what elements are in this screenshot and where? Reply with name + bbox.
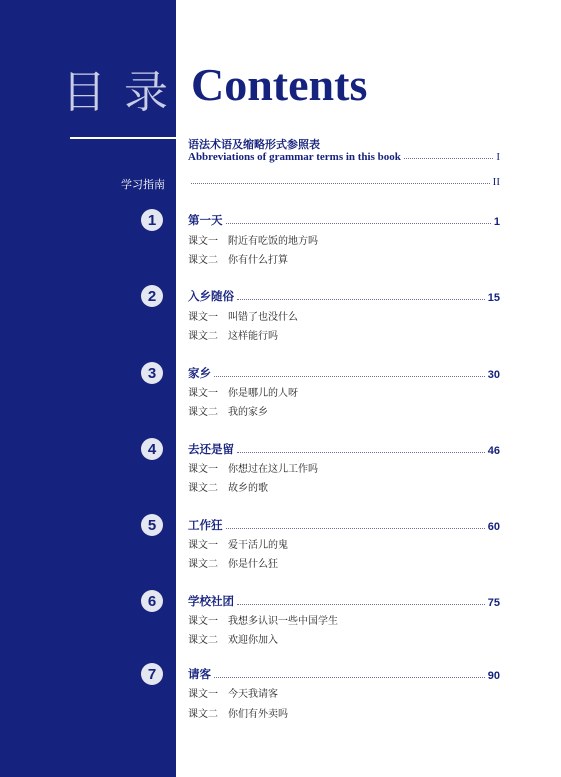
text-title: 这样能行吗 (228, 331, 278, 342)
text-title: 你是什么狂 (228, 559, 278, 570)
lesson-number-badge: 4 (141, 438, 163, 460)
text-label: 课文一 (188, 616, 218, 627)
text-title: 我想多认识一些中国学生 (228, 616, 338, 627)
abbreviations-title-english: Abbreviations of grammar terms in this book (188, 151, 401, 163)
leader-dots (214, 677, 485, 678)
lesson-title: 工作狂 (188, 518, 223, 532)
study-guide-entry[interactable] (188, 176, 500, 188)
leader-dots (226, 223, 491, 224)
abbreviations-entry[interactable] (188, 151, 500, 163)
text-title: 今天我请客 (228, 689, 278, 700)
text-entry[interactable] (188, 308, 298, 323)
lesson-page: 15 (487, 292, 500, 304)
lesson-number-badge: 2 (141, 285, 163, 307)
text-entry[interactable] (188, 460, 318, 475)
text-label: 课文一 (188, 236, 218, 247)
lesson-number-badge: 5 (141, 514, 163, 536)
title-chinese: 目录 (62, 67, 186, 118)
text-label: 课文二 (188, 559, 218, 570)
leader-dots (237, 299, 485, 300)
text-label: 课文二 (188, 331, 218, 342)
text-label: 课文二 (188, 709, 218, 720)
text-title: 我的家乡 (228, 407, 268, 418)
text-label: 课文二 (188, 635, 218, 646)
leader-dots (214, 376, 485, 377)
text-entry[interactable] (188, 479, 268, 494)
lesson-title: 去还是留 (188, 442, 234, 456)
lesson-number-badge: 7 (141, 663, 163, 685)
lesson-entry[interactable] (188, 517, 500, 533)
text-title: 你们有外卖吗 (228, 709, 288, 720)
lesson-title: 家乡 (188, 366, 211, 380)
lesson-number-badge: 3 (141, 362, 163, 384)
text-label: 课文二 (188, 483, 218, 494)
text-entry[interactable] (188, 612, 338, 627)
lesson-page: 75 (487, 597, 500, 609)
text-title: 叫错了也没什么 (228, 312, 298, 323)
abbreviations-page: I (496, 151, 500, 163)
text-entry[interactable] (188, 555, 278, 570)
text-label: 课文一 (188, 689, 218, 700)
lesson-title: 第一天 (188, 213, 223, 227)
lesson-entry[interactable] (188, 288, 500, 304)
lesson-page: 30 (487, 369, 500, 381)
leader-dots (226, 528, 485, 529)
lesson-page: 60 (487, 521, 500, 533)
text-label: 课文一 (188, 464, 218, 475)
study-guide-page: II (492, 176, 500, 188)
lesson-entry[interactable] (188, 666, 500, 682)
leader-dots (237, 452, 485, 453)
text-title: 你有什么打算 (228, 255, 288, 266)
text-label: 课文一 (188, 388, 218, 399)
leader-dots (191, 183, 490, 184)
lesson-title: 请客 (188, 667, 211, 681)
lesson-title: 学校社团 (188, 594, 234, 608)
lesson-number-badge: 1 (141, 209, 163, 231)
text-entry[interactable] (188, 327, 278, 342)
text-entry[interactable] (188, 685, 278, 700)
text-entry[interactable] (188, 705, 288, 720)
text-entry[interactable] (188, 403, 268, 418)
text-label: 课文一 (188, 540, 218, 551)
lesson-page: 90 (487, 670, 500, 682)
text-title: 你是哪儿的人呀 (228, 388, 298, 399)
lesson-entry[interactable] (188, 441, 500, 457)
text-title: 故乡的歌 (228, 483, 268, 494)
lesson-page: 46 (487, 445, 500, 457)
text-label: 课文二 (188, 255, 218, 266)
lesson-entry[interactable] (188, 365, 500, 381)
abbreviations-title-chinese: 语法术语及缩略形式参照表 (188, 138, 320, 151)
text-entry[interactable] (188, 631, 278, 646)
lesson-page: 1 (493, 216, 500, 228)
text-title: 你想过在这儿工作吗 (228, 464, 318, 475)
lesson-entry[interactable] (188, 593, 500, 609)
lesson-entry[interactable] (188, 212, 500, 228)
text-title: 爱干活儿的鬼 (228, 540, 288, 551)
title-english: Contents (191, 59, 368, 110)
text-label: 课文二 (188, 407, 218, 418)
text-entry[interactable] (188, 251, 288, 266)
text-title: 附近有吃饭的地方吗 (228, 236, 318, 247)
text-entry[interactable] (188, 232, 318, 247)
lesson-number-badge: 6 (141, 590, 163, 612)
text-entry[interactable] (188, 384, 298, 399)
leader-dots (404, 158, 493, 159)
text-title: 欢迎你加入 (228, 635, 278, 646)
leader-dots (237, 604, 485, 605)
title-divider (70, 137, 176, 139)
study-guide-label: 学习指南 (121, 178, 165, 191)
lesson-title: 入乡随俗 (188, 289, 234, 303)
text-entry[interactable] (188, 536, 288, 551)
text-label: 课文一 (188, 312, 218, 323)
